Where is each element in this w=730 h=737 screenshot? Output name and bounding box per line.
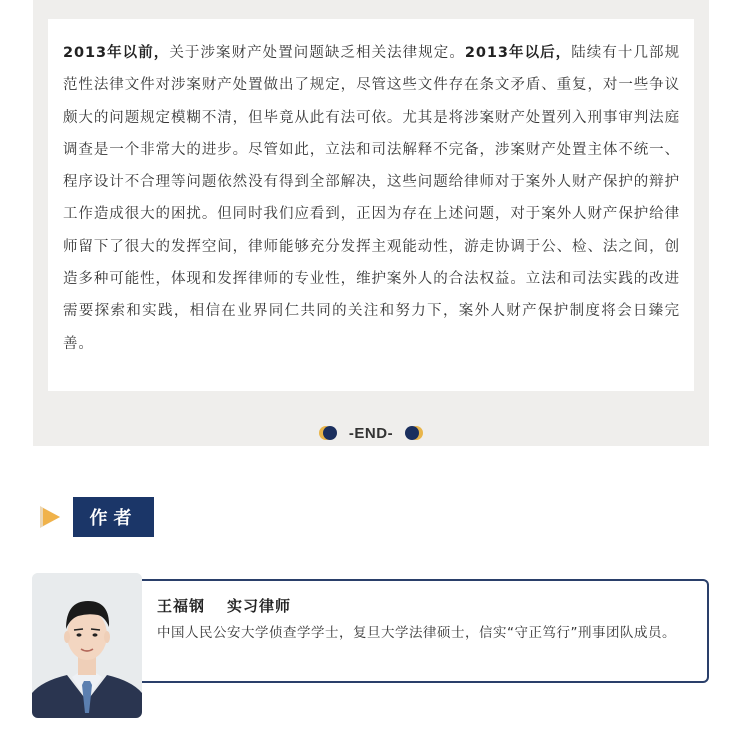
paragraph-text-2: 陆续有十几部规范性法律文件对涉案财产处置做出了规定，尽管这些文件存在条文矛盾、重复，对一些争议颇大的问题规定模糊不清，但毕竟从此有法可依。尤其是将涉案财产处置列入刑事审判法庭调查是一个非常大的进步。尽管如此，立法和司法解释不完备，涉案财产处置主体不统一、程序设计不合理等问题依然没有得到全部解决，这些问题给律师对于案外人财产保护的辩护工作造成很大的困扰。但同时我们应看到，正因为存在上述问题，对于案外人财产保护给律师留下了很大的发挥空间，律师能够充分发挥主观能动性，游走协调于公、检、法之间，创造多种可能性，体现和发挥律师的专业性，维护案外人的合法权益。立法和司法实践的改进需要探索和实践，相信在业界同仁共同的关注和努力下，案外人财产保护制度将会日臻完善。 (63, 45, 680, 352)
bold-lead-1: 2013年以前， (63, 45, 170, 61)
author-bio: 中国人民公安大学侦查学学士，复旦大学法律硕士，信实“守正笃行”刑事团队成员。 (157, 625, 676, 641)
author-name-line (157, 595, 291, 616)
bold-lead-2: 2013年以后， (464, 45, 572, 61)
author-profile-card (139, 579, 709, 683)
author-photo (32, 573, 142, 718)
article-paragraph (63, 37, 680, 360)
dot-right-icon (405, 426, 419, 440)
triangle-arrow-icon (43, 508, 60, 526)
author-heading: 作者 (73, 497, 154, 537)
author-section-header (40, 497, 160, 537)
dot-left-icon (323, 426, 337, 440)
author-role: 实习律师 (227, 597, 292, 615)
article-card (48, 19, 694, 391)
end-divider (33, 419, 709, 447)
author-name: 王福钢 (157, 597, 206, 615)
paragraph-text-1: 关于涉案财产处置问题缺乏相关法律规定。 (169, 45, 465, 61)
end-label: -END- (348, 424, 394, 442)
portrait-image-icon (32, 573, 142, 718)
article-panel (33, 0, 709, 446)
